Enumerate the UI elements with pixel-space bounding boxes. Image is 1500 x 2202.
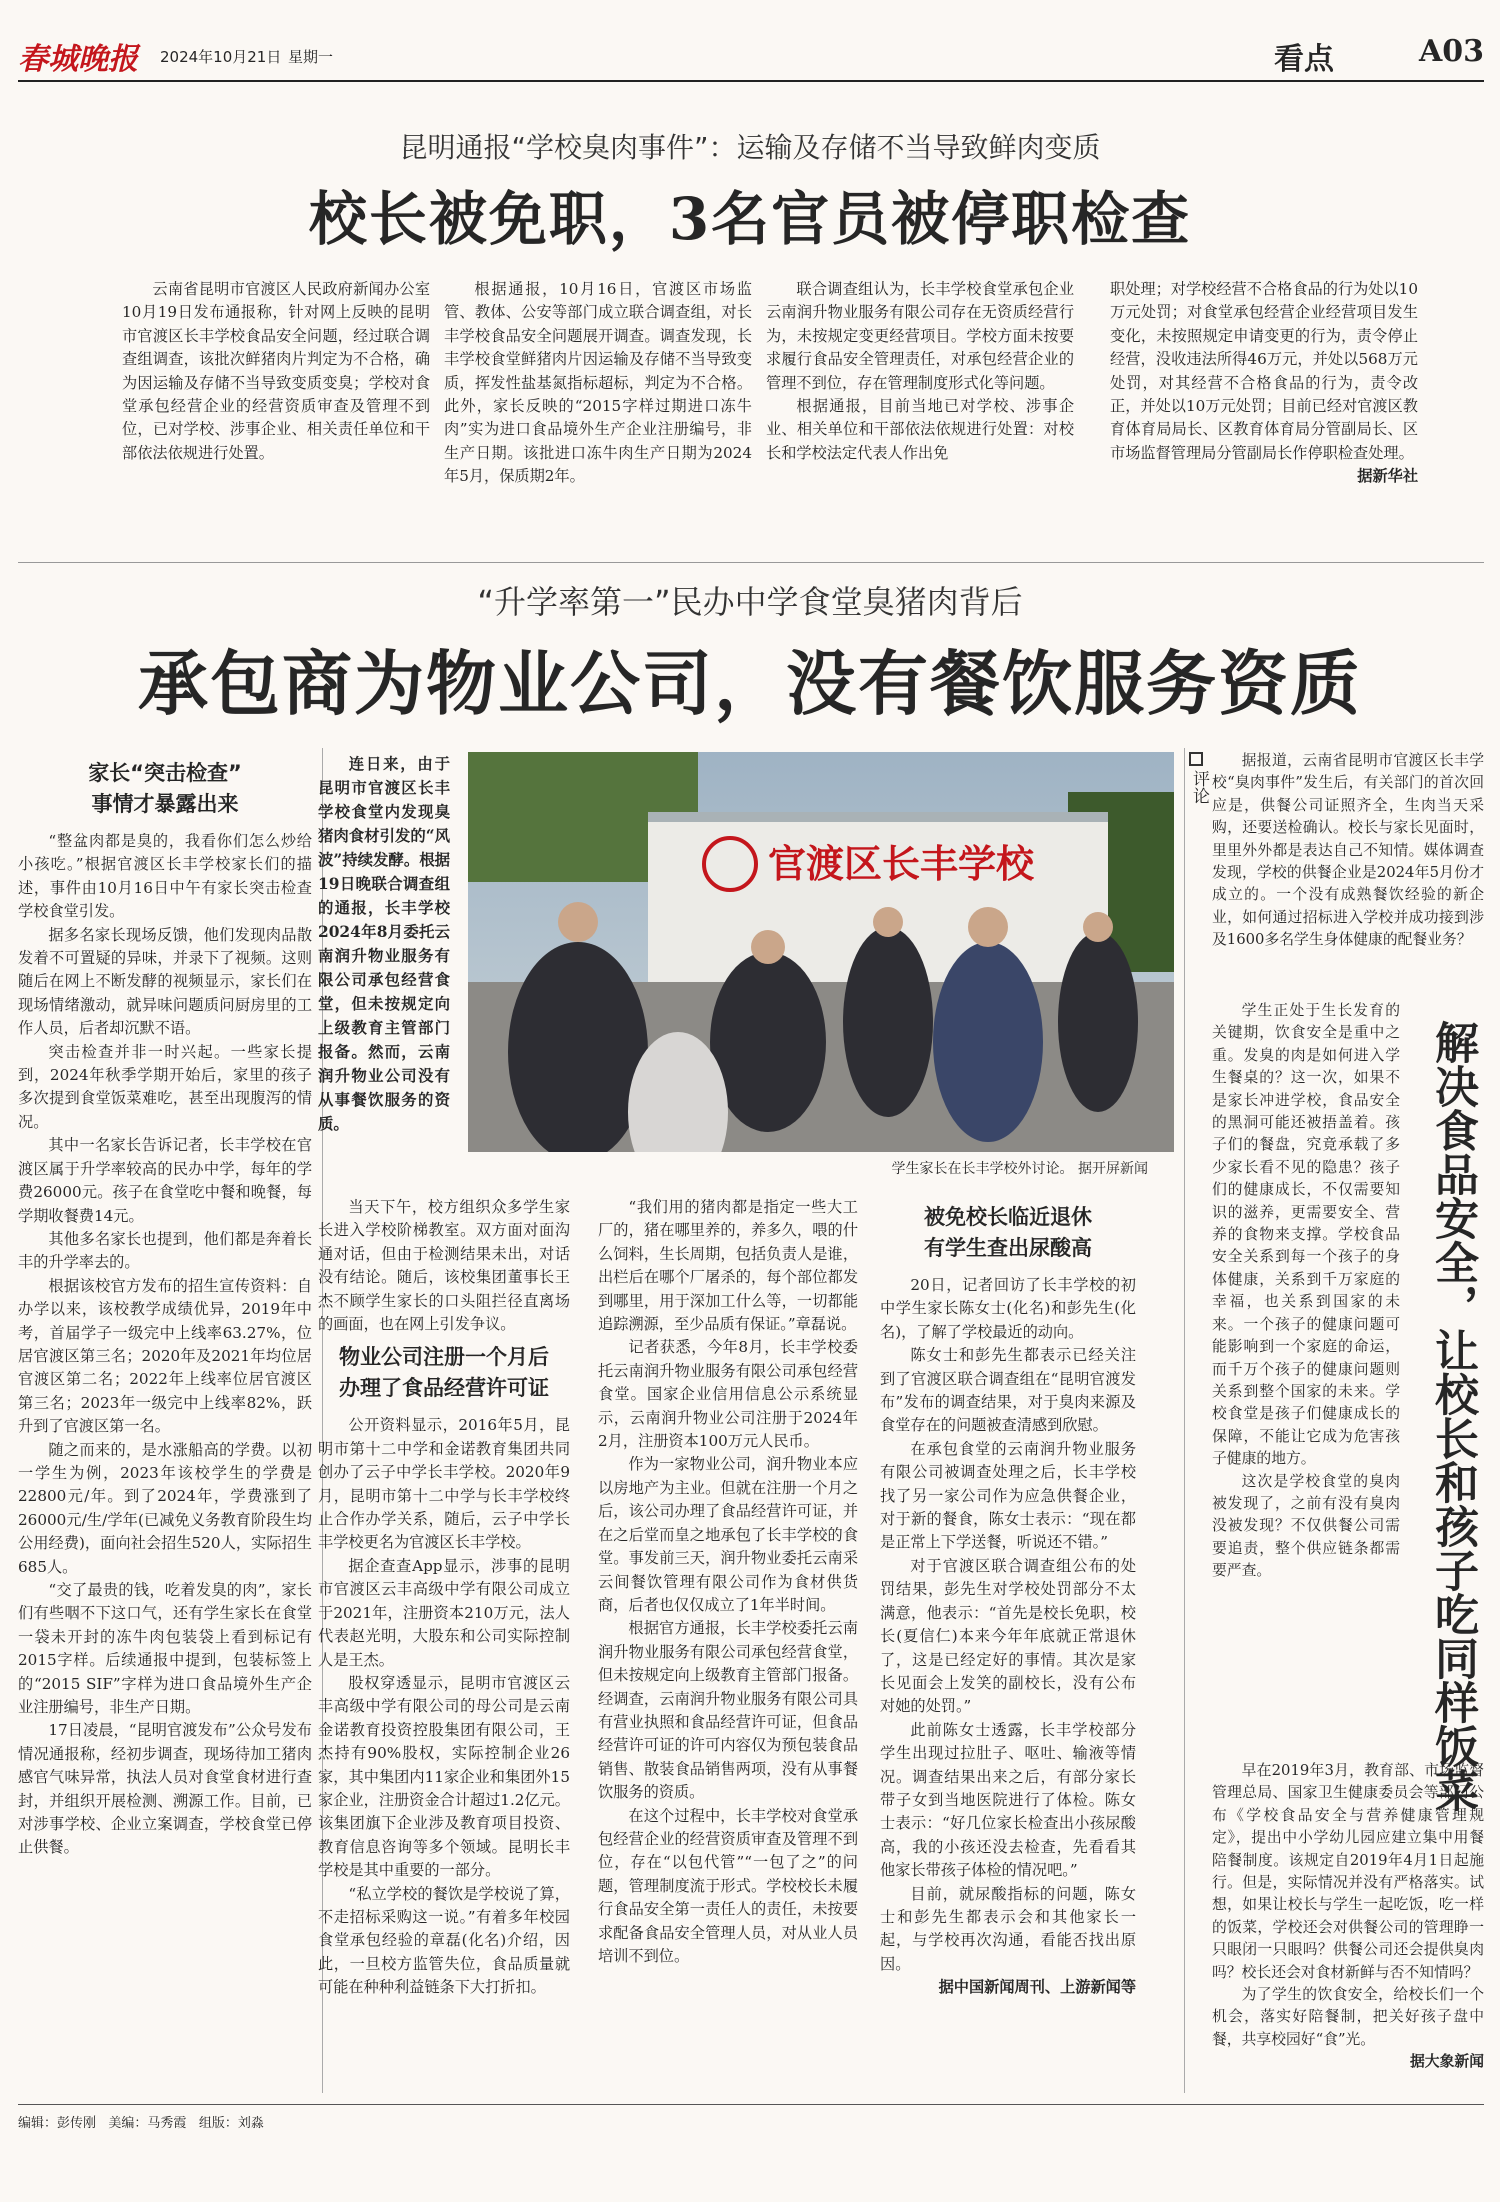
paragraph: 根据官方通报，长丰学校委托云南润升物业服务有限公司承包经营食堂，但未按规定向上级教育主管部门报备。经调查，云南润升物业服务有限公司具有营业执照和食品经营许可证，但食品经营许可证的许可内容仅为预包装食品销售、散装食品销售两项，没有从事餐饮服务的资质。 <box>598 1619 858 1802</box>
paragraph: 17日凌晨，“昆明官渡发布”公众号发布情况通报称，经初步调查，现场待加工猪肉感官气味异常，执法人员对食堂食材进行查封，并组织开展检测、溯源工作。目前，已对涉事学校、企业立案调查，学校食堂已停止供餐。 <box>18 1721 312 1857</box>
article2-headline: 承包商为物业公司，没有餐饮服务资质 <box>138 642 1362 725</box>
commentary-headline: 解决食品安全，让校长和孩子吃同样饭菜 <box>1427 1020 1478 1812</box>
paragraph: 记者获悉，今年8月，长丰学校委托云南润升物业服务有限公司承包经营食堂。国家企业信用信息公示系统显示，云南润升物业公司注册于2024年2月，注册资本100万元人民币。 <box>598 1338 858 1451</box>
newspaper-logo: 春城晚报 <box>18 42 138 77</box>
article2-kicker: “升学率第一”民办中学食堂臭猪肉背后 <box>477 583 1023 621</box>
paragraph: 联合调查组认为，长丰学校食堂承包企业云南润升物业服务有限公司存在无资质经营行为，未按规定变更经营项目。学校方面未按要求履行食品安全管理责任，对承包经营企业的管理不到位，存在管理制度形式化等问题。 <box>766 280 1074 392</box>
paragraph: 目前，就尿酸指标的问题，陈女士和彭先生都表示会和其他家长一起，与学校再次沟通，看能否找出原因。 <box>880 1884 1136 1973</box>
paragraph: 随之而来的，是水涨船高的学费。以初一学生为例，2023年该校学生的学费是22800元/年。到了2024年，学费涨到了26000元/生/学年(已减免义务教育阶段生均公用经费)，面向社会招生520人，实际招生685人。 <box>18 1440 312 1576</box>
photo-caption: 学生家长在长丰学校外讨论。 据开屏新闻 <box>891 1161 1148 1177</box>
article-divider <box>18 562 1484 563</box>
masthead-rule <box>18 80 1484 82</box>
photo-scene <box>468 752 1174 1152</box>
column-rule <box>1184 748 1185 2093</box>
article2-col2 <box>318 1196 570 2000</box>
paragraph: 这次是学校食堂的臭肉被发现了，之前有没有臭肉没被发现？不仅供餐公司需要追责，整个供应链条都需要严查。 <box>1212 1472 1400 1580</box>
designer-credit: 美编：马秀霞 <box>108 2116 187 2131</box>
paragraph: 其中一名家长告诉记者，长丰学校在官渡区属于升学率较高的民办中学，每年的学费26000元。孩子在食堂吃中餐和晚餐，每学期收餐费14元。 <box>18 1136 312 1225</box>
section-name: 看点 <box>1274 42 1334 77</box>
tag-box-icon <box>1189 752 1203 766</box>
proof-credit: 组版：刘淼 <box>198 2116 264 2131</box>
paragraph: 股权穿透显示，昆明市官渡区云丰高级中学有限公司的母公司是云南金诺教育投资控股集团有限公司，王杰持有90%股权，实际控制企业26家，其中集团内11家企业和集团外15家企业，注册资金合计超过1.2亿元。该集团旗下企业涉及教育项目投资、教育信息咨询等多个领域。昆明长丰学校是其中重要的一部分。 <box>318 1673 570 1880</box>
page-number: A03 <box>1418 34 1484 69</box>
paragraph: 其他多名家长也提到，他们都是奔着长丰的升学率去的。 <box>18 1229 312 1272</box>
commentary-bottom <box>1212 1760 1484 2074</box>
paragraph: 根据通报，目前当地已对学校、涉事企业、相关单位和干部依法依规进行处置：对校长和学校法定代表人作出免 <box>766 397 1074 462</box>
paragraph: 陈女士和彭先生都表示已经关注到了官渡区联合调查组在“昆明官渡发布”发布的调查结果，对于臭肉来源及食堂存在的问题被查清感到欣慰。 <box>880 1346 1136 1435</box>
article2-source: 据中国新闻周刊、上游新闻等 <box>938 1978 1136 1997</box>
paragraph: 作为一家物业公司，润升物业本应以房地产为主业。但就在注册一个月之后，该公司办理了食品经营许可证，并在之后堂而皇之地承包了长丰学校的食堂。事发前三天，润升物业委托云南采云间餐饮管理有限公司作为食材供货商，后者也仅仅成立了1年半时间。 <box>598 1455 858 1614</box>
news-photo <box>468 752 1174 1152</box>
paragraph: 云南省昆明市官渡区人民政府新闻办公室10月19日发布通报称，针对网上反映的昆明市官渡区长丰学校食品安全问题，经过联合调查组调查，该批次鲜猪肉片判定为不合格，确为因运输及存储不当导致变质变臭；学校对食堂承包经营企业的经营资质审查及管理不到位，已对学校、涉事企业、相关责任单位和干部依法依规进行处置。 <box>122 280 430 462</box>
article2-col1 <box>18 752 312 1860</box>
paragraph: 根据通报，10月16日，官渡区市场监管、教体、公安等部门成立联合调查组，对长丰学校食品安全问题展开调查。调查发现，长丰学校食堂鲜猪肉片因运输及存储不当导致变质，挥发性盐基氮指标超标，判定为不合格。此外，家长反映的“2015字样过期进口冻牛肉”实为进口食品境外生产企业注册编号，非生产日期。该批进口冻牛肉生产日期为2024年5月，保质期2年。 <box>444 280 752 486</box>
paragraph: “我们用的猪肉都是指定一些大工厂的，猪在哪里养的，养多久，喂的什么饲料，生长周期，包括负责人是谁，出栏后在哪个厂屠杀的，每个部位都发到哪里，用于深加工什么等，一切都能追踪溯源，至少品质有保证。”章磊说。 <box>598 1198 858 1334</box>
paragraph: 在承包食堂的云南润升物业服务有限公司被调查处理之后，长丰学校找了另一家公司作为应急供餐企业，对于新的餐食，陈女士表示：“现在都是正常上下学送餐，听说还不错。” <box>880 1439 1136 1552</box>
article1-col4 <box>1110 278 1418 489</box>
article1-col1 <box>122 278 430 465</box>
issue-date: 2024年10月21日 <box>160 48 282 66</box>
subheading: 家长“突击检查” 事情才暴露出来 <box>88 761 242 816</box>
footer-credits <box>18 2112 264 2131</box>
paragraph: 对于官渡区联合调查组公布的处罚结果，彭先生对学校处罚部分不太满意，他表示：“首先是校长免职，校长(夏信仁)本来今年年底就正常退休了，这是已经定好的事情。其次是家长见面会上发笑的副校长，没有公布对她的处罚。” <box>880 1556 1136 1716</box>
commentary-mid <box>1212 1000 1400 1583</box>
paragraph: 据企查查App显示，涉事的昆明市官渡区云丰高级中学有限公司成立于2021年，注册资本210万元，法人代表赵光明，大股东和公司实际控制人是王杰。 <box>318 1556 570 1669</box>
paragraph: 20日，记者回访了长丰学校的初中学生家长陈女士(化名)和彭先生(化名)，了解了学校最近的动向。 <box>880 1276 1136 1341</box>
paragraph: 此前陈女士透露，长丰学校部分学生出现过拉肚子、呕吐、输液等情况。调查结果出来之后，有部分家长带子女到当地医院进行了体检。陈女士表示：“好几位家长检查出小孩尿酸高，我的小孩还没去检查，先看看其他家长带孩子体检的情况吧。” <box>880 1720 1136 1880</box>
paragraph: 学生正处于生长发育的关键期，饮食安全是重中之重。发臭的肉是如何进入学生餐桌的？这一次，如果不是家长冲进学校，食品安全的黑洞可能还被捂盖着。孩子们的餐盘，究竟承载了多少家长看不见的隐患？孩子们的健康成长，不仅需要知识的滋养，更需要安全、营养的食物来支撑。学校食品安全关系到每一个孩子的身体健康，关系到千万家庭的幸福，也关系到国家的未来。一个孩子的健康问题可能影响到一个家庭的命运，而千万个孩子的健康问题则关系到整个国家的未来。学校食堂是孩子们健康成长的保障，不能让它成为危害孩子健康的地方。 <box>1212 1002 1400 1468</box>
article2-col3 <box>598 1196 858 1968</box>
subheading: 被免校长临近退休 有学生查出尿酸高 <box>924 1205 1092 1260</box>
paragraph: 职处理；对学校经营不合格食品的行为处以10万元处罚；对食堂承包经营企业经营项目发生变化，未按照规定申请变更的行为，责令停止经营，没收违法所得46万元，并处以568万元处罚，对其经营不合格食品的行为，责令改正，并处以10万元处罚；目前已经对官渡区教育体育局局长、区教育体育局分管副局长、区市场监督管理局分管副局长作停职检查处理。 <box>1110 280 1418 462</box>
paragraph: 公开资料显示，2016年5月，昆明市第十二中学和金诺教育集团共同创办了云子中学长丰学校。2020年9月，昆明市第十二中学与长丰学校终止合作办学关系，随后，云子中学长丰学校更名为官渡区长丰学校。 <box>318 1416 570 1552</box>
commentary-tag: 评论 <box>1188 752 1208 810</box>
subheading: 物业公司注册一个月后 办理了食品经营许可证 <box>339 1345 549 1401</box>
paragraph: “整盆肉都是臭的，我看你们怎么炒给小孩吃。”根据官渡区长丰学校家长们的描述，事件由10月16日中午有家长突击检查学校食堂引发。 <box>18 832 312 921</box>
issue-weekday: 星期一 <box>288 48 334 66</box>
lead-paragraph: 连日来，由于昆明市官渡区长丰学校食堂内发现臭猪肉食材引发的“风波”持续发酵。根据19日晚联合调查组的通报，长丰学校2024年8月委托云南润升物业服务有限公司承包经营食堂，但未按规定向上级教育主管部门报备。然而，云南润升物业公司没有从事餐饮服务的资质。 <box>318 755 450 1133</box>
article2-lead <box>318 752 450 1136</box>
article1-headline: 校长被免职，3名官员被停职检查 <box>308 185 1192 253</box>
paragraph: 突击检查并非一时兴起。一些家长提到，2024年秋季学期开始后，家里的孩子多次提到食堂饭菜难吃，甚至出现腹泻的情况。 <box>18 1042 312 1131</box>
article1-source: 据新华社 <box>1357 467 1418 486</box>
article1-col2 <box>444 278 752 489</box>
editor-credit: 编辑：彭传刚 <box>18 2116 97 2131</box>
article1-col3 <box>766 278 1074 465</box>
article1-kicker: 昆明通报“学校臭肉事件”：运输及存储不当导致鲜肉变质 <box>399 131 1101 164</box>
article2-col4 <box>880 1196 1136 2000</box>
paragraph: 根据该校官方发布的招生宣传资料：自办学以来，该校教学成绩优异，2019年中考，首届学子一级完中上线率63.27%，位居官渡区第三名；2020年及2021年均位居官渡区第二名；2022年上线率位居官渡区第三名；2023年一级完中上线率82%，跃升到了官渡区第一名。 <box>18 1276 312 1436</box>
masthead <box>18 28 1484 78</box>
paragraph: 据报道，云南省昆明市官渡区长丰学校“臭肉事件”发生后，有关部门的首次回应是，供餐公司证照齐全，生肉当天采购，还要送检确认。校长与家长见面时，里里外外都是表达自己不知情。媒体调查发现，学校的供餐企业是2024年5月份才成立的。一个没有成熟餐饮经验的新企业，如何通过招标进入学校并成功接到涉及1600多名学生身体健康的配餐业务？ <box>1212 752 1484 949</box>
paragraph: 为了学生的饮食安全，给校长们一个机会，落实好陪餐制，把关好孩子盘中餐，共享校园好“食”光。 <box>1212 1986 1484 2048</box>
paragraph: 在这个过程中，长丰学校对食堂承包经营企业的经营资质审查及管理不到位，存在“以包代管”“一包了之”的问题，管理制度流于形式。学校校长未履行食品安全第一责任人的责任，未按要求配备食品安全管理人员，对从业人员培训不到位。 <box>598 1806 858 1965</box>
photo-sign-text: 官渡区长丰学校 <box>768 841 1035 886</box>
commentary-top <box>1212 750 1484 952</box>
commentary-source: 据大象新闻 <box>1410 2053 1484 2071</box>
paragraph: 当天下午，校方组织众多学生家长进入学校阶梯教室。双方面对面沟通对话，但由于检测结果未出，对话没有结论。随后，该校集团董事长王杰不顾学生家长的口头阻拦径直离场的画面，也在网上引发争议。 <box>318 1198 570 1334</box>
footer-rule <box>18 2104 1484 2105</box>
paragraph: “交了最贵的钱，吃着发臭的肉”，家长们有些咽不下这口气，还有学生家长在食堂一袋未开封的冻牛肉包装袋上看到标记有2015字样。后续通报中提到，包装标签上的“2015 SIF”字样为进口食品境外生产企业注册编号，非生产日期。 <box>18 1581 312 1717</box>
paragraph: 早在2019年3月，教育部、市场监督管理总局、国家卫生健康委员会等部门公布《学校食品安全与营养健康管理规定》，提出中小学幼儿园应建立集中用餐陪餐制度。该规定自2019年4月1日起施行。但是，实际情况并没有严格落实。试想，如果让校长与学生一起吃饭，吃一样的饭菜，学校还会对供餐公司的管理睁一只眼闭一只眼吗？供餐公司还会提供臭肉吗？校长还会对食材新鲜与否不知情吗？ <box>1212 1762 1484 1981</box>
paragraph: “私立学校的餐饮是学校说了算，不走招标采购这一说。”有着多年校园食堂承包经验的章磊(化名)介绍，因此，一旦校方监管失位，食品质量就可能在种种利益链条下大打折扣。 <box>318 1884 570 1997</box>
paragraph: 据多名家长现场反馈，他们发现肉品散发着不可置疑的异味，并录下了视频。这则随后在网上不断发酵的视频显示，家长们在现场情绪激动，就异味问题质问厨房里的工作人员，后者却沉默不语。 <box>18 925 312 1038</box>
